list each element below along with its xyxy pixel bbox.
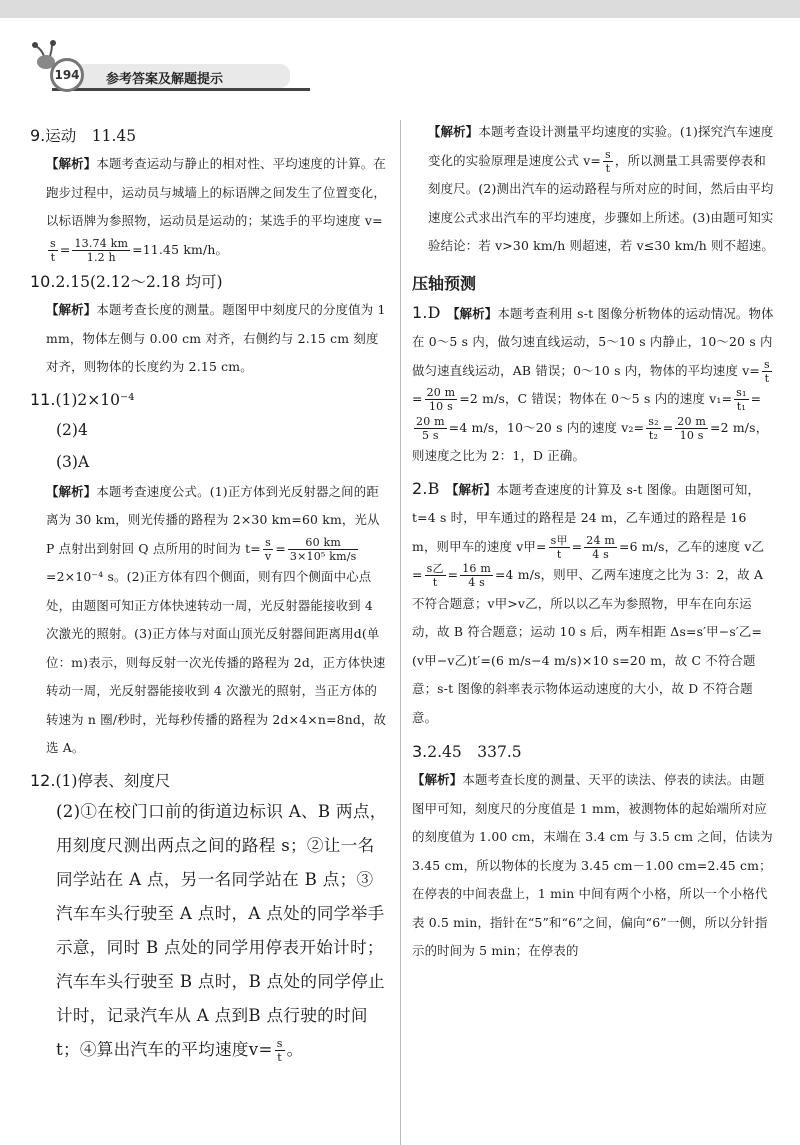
fraction: $\frac{\text{s乙}}{t}$ bbox=[426, 562, 444, 589]
r3-analysis: 【解析】本题考查长度的测量、天平的读法、停表的读法。由题图甲可知，刻度尺的分度值是 1 mm，被测物体的起始端所对应的刻度值为 1.00 cm，末端在 3.4 cm 与 3.5 cm 之间，估读为 3.45 cm，所以物体的长度为 3.45 cm－1.00 cm=2.45 cm；在停表的中间表盘上，1 min 中间有两个小格，所以一个小格代表 0.5 min，指针在“5”和“6”之间，偏向“6”一侧，所以分针指示的时间为 5 min；在停表的 bbox=[412, 772, 773, 958]
q11-answer: 11.(1)2×10⁻⁴ bbox=[30, 389, 135, 409]
section-title: 压轴预测 bbox=[412, 273, 477, 293]
fraction: $\frac{\text{s甲}}{t}$ bbox=[550, 533, 568, 561]
fraction: $\frac{\text{s₂}}{\text{t₂}}$ bbox=[648, 414, 659, 442]
q11-part3: (3)A bbox=[56, 452, 90, 471]
fraction: $\frac{60 km}{\text{3×10⁵ km/s}}$ bbox=[289, 535, 357, 563]
page-number-badge bbox=[50, 58, 84, 92]
fraction: $\frac{16 m}{4 s}$ bbox=[462, 562, 491, 589]
fraction: $\frac{20 m}{10 s}$ bbox=[426, 386, 456, 413]
r2-item: 2.B 【解析】本题考查速度的计算及 s-t 图像。由题图可知，t=4 s 时，甲车通过的路程是 24 m，乙车通过的路程是 16 m，则甲车的速度 v甲= $\frac{\text{s甲}}{t}$ = $\frac{24 m}{4 s}$ =6 m/s，乙车的速度 v乙= $\frac{\text{s乙}}{t}$ = $\frac{16 m}{4 s}$ =4 m/s，则甲、乙两车速度之比为 3：2，故 A 不符合题意；v甲>v乙，所以以乙车为参照物，甲车在向东运动，故 B 符合题意；运动 10 s 后，两车相距 Δs=s′甲−s′乙=(v甲−v乙)t′=(6 m/s−4 m/s)×10 s=20 m，故 C 不符合题意；s-t 图像的斜率表示物体运动速度的大小，故 D 不符合题意。 bbox=[412, 478, 765, 725]
q10-answer: 10.2.15(2.12～2.18 均可) bbox=[30, 272, 223, 291]
r1-item: 1.D 【解析】本题考查利用 s-t 图像分析物体的运动情况。物体在 0～5 s 内，做匀速直线运动，5～10 s 内静止，10～20 s 内做匀速直线运动，AB 错误；0～10 s 内，物体的平均速度 v= $\frac{s}{t}$ = $\frac{20 m}{10 s}$ =2 m/s，C 错误；物体在 0～5 s 内的速度 v₁= $\frac{\text{s₁}}{\text{t₁}}$ = $\frac{20 m}{5 s}$ =4 m/s，10～20 s 内的速度 v₂= $\frac{\text{s₂}}{\text{t₂}}$ = $\frac{20 m}{10 s}$ =2 m/s，则速度之比为 2：1，D 正确。 bbox=[412, 302, 774, 463]
q11-part2: (2)4 bbox=[56, 420, 88, 439]
q11-analysis: 【解析】本题考查速度公式。(1)正方体到光反射器之间的距离为 30 km，则光传播的路程为 2×30 km=60 km，光从 P 点射出到射回 Q 点所用的时间为 t= $\frac{s}{v}$ = $\frac{60 km}{\text{3×10⁵ km/s}}$ =2×10⁻⁴ s。(2)正方体有四个侧面，则有四个侧面中心点处，由题图可知正方体快速转动一周，光反射器能接收到 4 次激光的照射。(3)正方体与对面山顶光反射器间距离用d(单位：m)表示，则每反射一次光传播的路程为 2d，正方体快速转动一周，光反射器能接收到 4 次激光的照射，当正方体的转速为 n 圈/秒时，光每秒传播的路程为 2d×4×n=8nd，故选 A。 bbox=[46, 483, 387, 755]
page-header bbox=[28, 40, 290, 96]
left-column bbox=[30, 118, 388, 1067]
header-title: 参考答案及解题提示 bbox=[106, 72, 224, 87]
fraction: $\frac{s}{t}$ bbox=[276, 1036, 283, 1064]
fraction: $\frac{s}{t}$ bbox=[605, 147, 611, 175]
q12-analysis: 【解析】本题考查设计测量平均速度的实验。(1)探究汽车速度变化的实验原理是速度公式 v= $\frac{s}{t}$ ，所以测量工具需要停表和刻度尺。(2)测出汽车的运动路程与所对应的时间，然后由平均速度公式求出汽车的平均速度，步骤如上所述。(3)由题可知实验结论：若 v>30 km/h 则超速，若 v≤30 km/h 则不超速。 bbox=[428, 124, 775, 253]
q12-answer: 12.(1)停表、刻度尺 bbox=[30, 770, 171, 790]
right-column bbox=[412, 118, 774, 966]
q12-part2: (2)①在校门口前的街道边标识 A、B 两点，用刻度尺测出两点之间的路程 s；②让一名同学站在 A 点，另一名同学站在 B 点；③汽车车头行驶至 A 点时，A 点处的同学举手示意，同时 B 点处的同学用停表开始计时；汽车车头行驶至 B 点时，B 点处的同学停止计时，记录汽车从 A 点到B 点行驶的时间 t；④算出汽车的平均速度v= $\frac{s}{t}$ 。 bbox=[56, 801, 387, 1064]
fraction: $\frac{s}{t}$ bbox=[764, 357, 770, 385]
fraction: $\frac{20 m}{10 s}$ bbox=[677, 414, 707, 442]
fraction: $\frac{13.74 km}{1.2 h}$ bbox=[74, 236, 129, 264]
fraction: $\frac{s}{v}$ bbox=[264, 535, 272, 563]
q10-analysis: 【解析】本题考查长度的测量。题图甲中刻度尺的分度值为 1 mm，物体左侧与 0.00 cm 对齐，右侧约与 2.15 cm 刻度对齐，则物体的长度约为 2.15 cm。 bbox=[46, 302, 386, 374]
r3-answer: 3.2.45 337.5 bbox=[412, 742, 522, 761]
column-divider bbox=[400, 120, 401, 1145]
page-number: 194 bbox=[54, 68, 80, 82]
fraction: $\frac{\text{s₁}}{\text{t₁}}$ bbox=[736, 386, 747, 413]
fraction: $\frac{s}{t}$ bbox=[50, 236, 56, 264]
q9-analysis: 【解析】本题考查运动与静止的相对性、平均速度的计算。在跑步过程中，运动员与城墙上的标语牌之间发生了位置变化，以标语牌为参照物，运动员是运动的；某选手的平均速度 v= $\frac{s}{t}$ = $\frac{13.74 km}{1.2 h}$ =11.45 km/h。 bbox=[46, 156, 386, 264]
q9-answer: 9.运动 11.45 bbox=[30, 126, 137, 145]
fraction: $\frac{24 m}{4 s}$ bbox=[586, 533, 615, 561]
fraction: $\frac{20 m}{5 s}$ bbox=[416, 414, 445, 442]
top-band bbox=[0, 0, 800, 18]
